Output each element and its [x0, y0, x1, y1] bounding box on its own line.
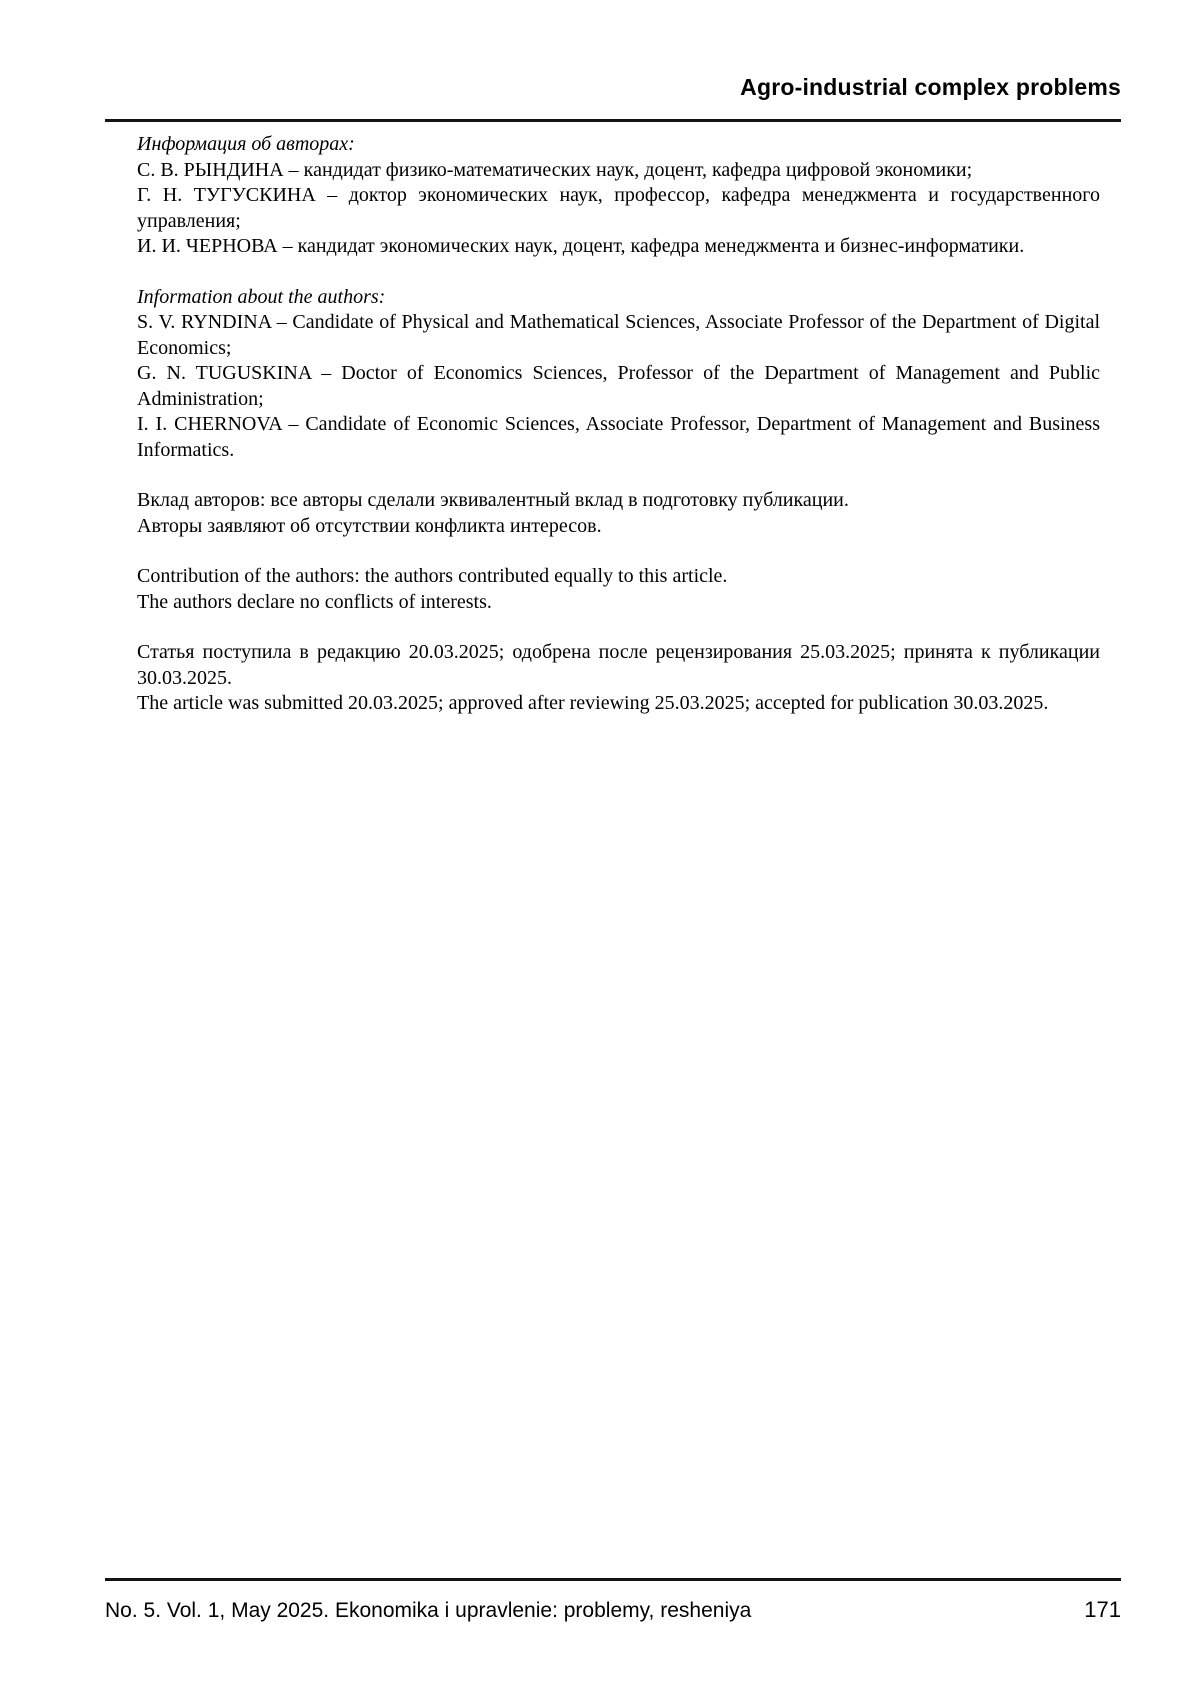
page-header	[105, 74, 1121, 122]
author-entry-en-ryndina: S. V. RYNDINA – Candidate of Physical and Mathematical Sciences, Associate Professor of the Department of Digital Economics;	[137, 311, 1100, 359]
submission-dates-block	[137, 640, 1100, 717]
authors-info-ru-block	[137, 132, 1100, 260]
author-entry-ru-ryndina: С. В. РЫНДИНА – кандидат физико-математических наук, доцент, кафедра цифровой экономики;	[137, 158, 973, 181]
contribution-en-statement: Contribution of the authors: the authors contributed equally to this article.	[137, 565, 728, 587]
authors-info-en-block	[137, 285, 1100, 464]
running-head-title: Agro-industrial complex problems	[105, 74, 1121, 122]
contribution-en-block	[137, 564, 1100, 615]
author-entry-ru-tuguskina: Г. Н. ТУГУСКИНА – доктор экономических наук, профессор, кафедра менеджмента и государственного управления;	[137, 184, 1100, 232]
conflict-en-statement: The authors declare no conflicts of interests.	[137, 590, 492, 613]
journal-issue-info: No. 5. Vol. 1, May 2025. Ekonomika i upravlenie: problemy, resheniya	[105, 1599, 752, 1622]
authors-info-ru-heading: Информация об авторах:	[137, 133, 355, 155]
author-entry-en-tuguskina: G. N. TUGUSKINA – Doctor of Economics Sciences, Professor of the Department of Management and Public Administration;	[137, 362, 1100, 410]
author-entry-ru-chernova: И. И. ЧЕРНОВА – кандидат экономических наук, доцент, кафедра менеджмента и бизнес-информатики.	[137, 235, 1025, 257]
contribution-ru-statement: Вклад авторов: все авторы сделали эквивалентный вклад в подготовку публикации.	[137, 489, 849, 511]
authors-info-en-heading: Information about the authors:	[137, 285, 386, 308]
page-footer	[105, 1578, 1121, 1623]
contribution-ru-block	[137, 488, 1100, 539]
submission-dates-en: The article was submitted 20.03.2025; approved after reviewing 25.03.2025; accepted for publication 30.03.2025.	[137, 692, 1049, 714]
submission-dates-ru: Статья поступила в редакцию 20.03.2025; одобрена после рецензирования 25.03.2025; принята к публикации 30.03.2025.	[137, 641, 1100, 689]
page-number: 171	[1084, 1597, 1121, 1622]
conflict-ru-statement: Авторы заявляют об отсутствии конфликта интересов.	[137, 514, 602, 537]
author-entry-en-chernova: I. I. CHERNOVA – Candidate of Economic Sciences, Associate Professor, Department of Management and Business Informatics.	[137, 413, 1100, 461]
page-body	[137, 132, 1100, 742]
